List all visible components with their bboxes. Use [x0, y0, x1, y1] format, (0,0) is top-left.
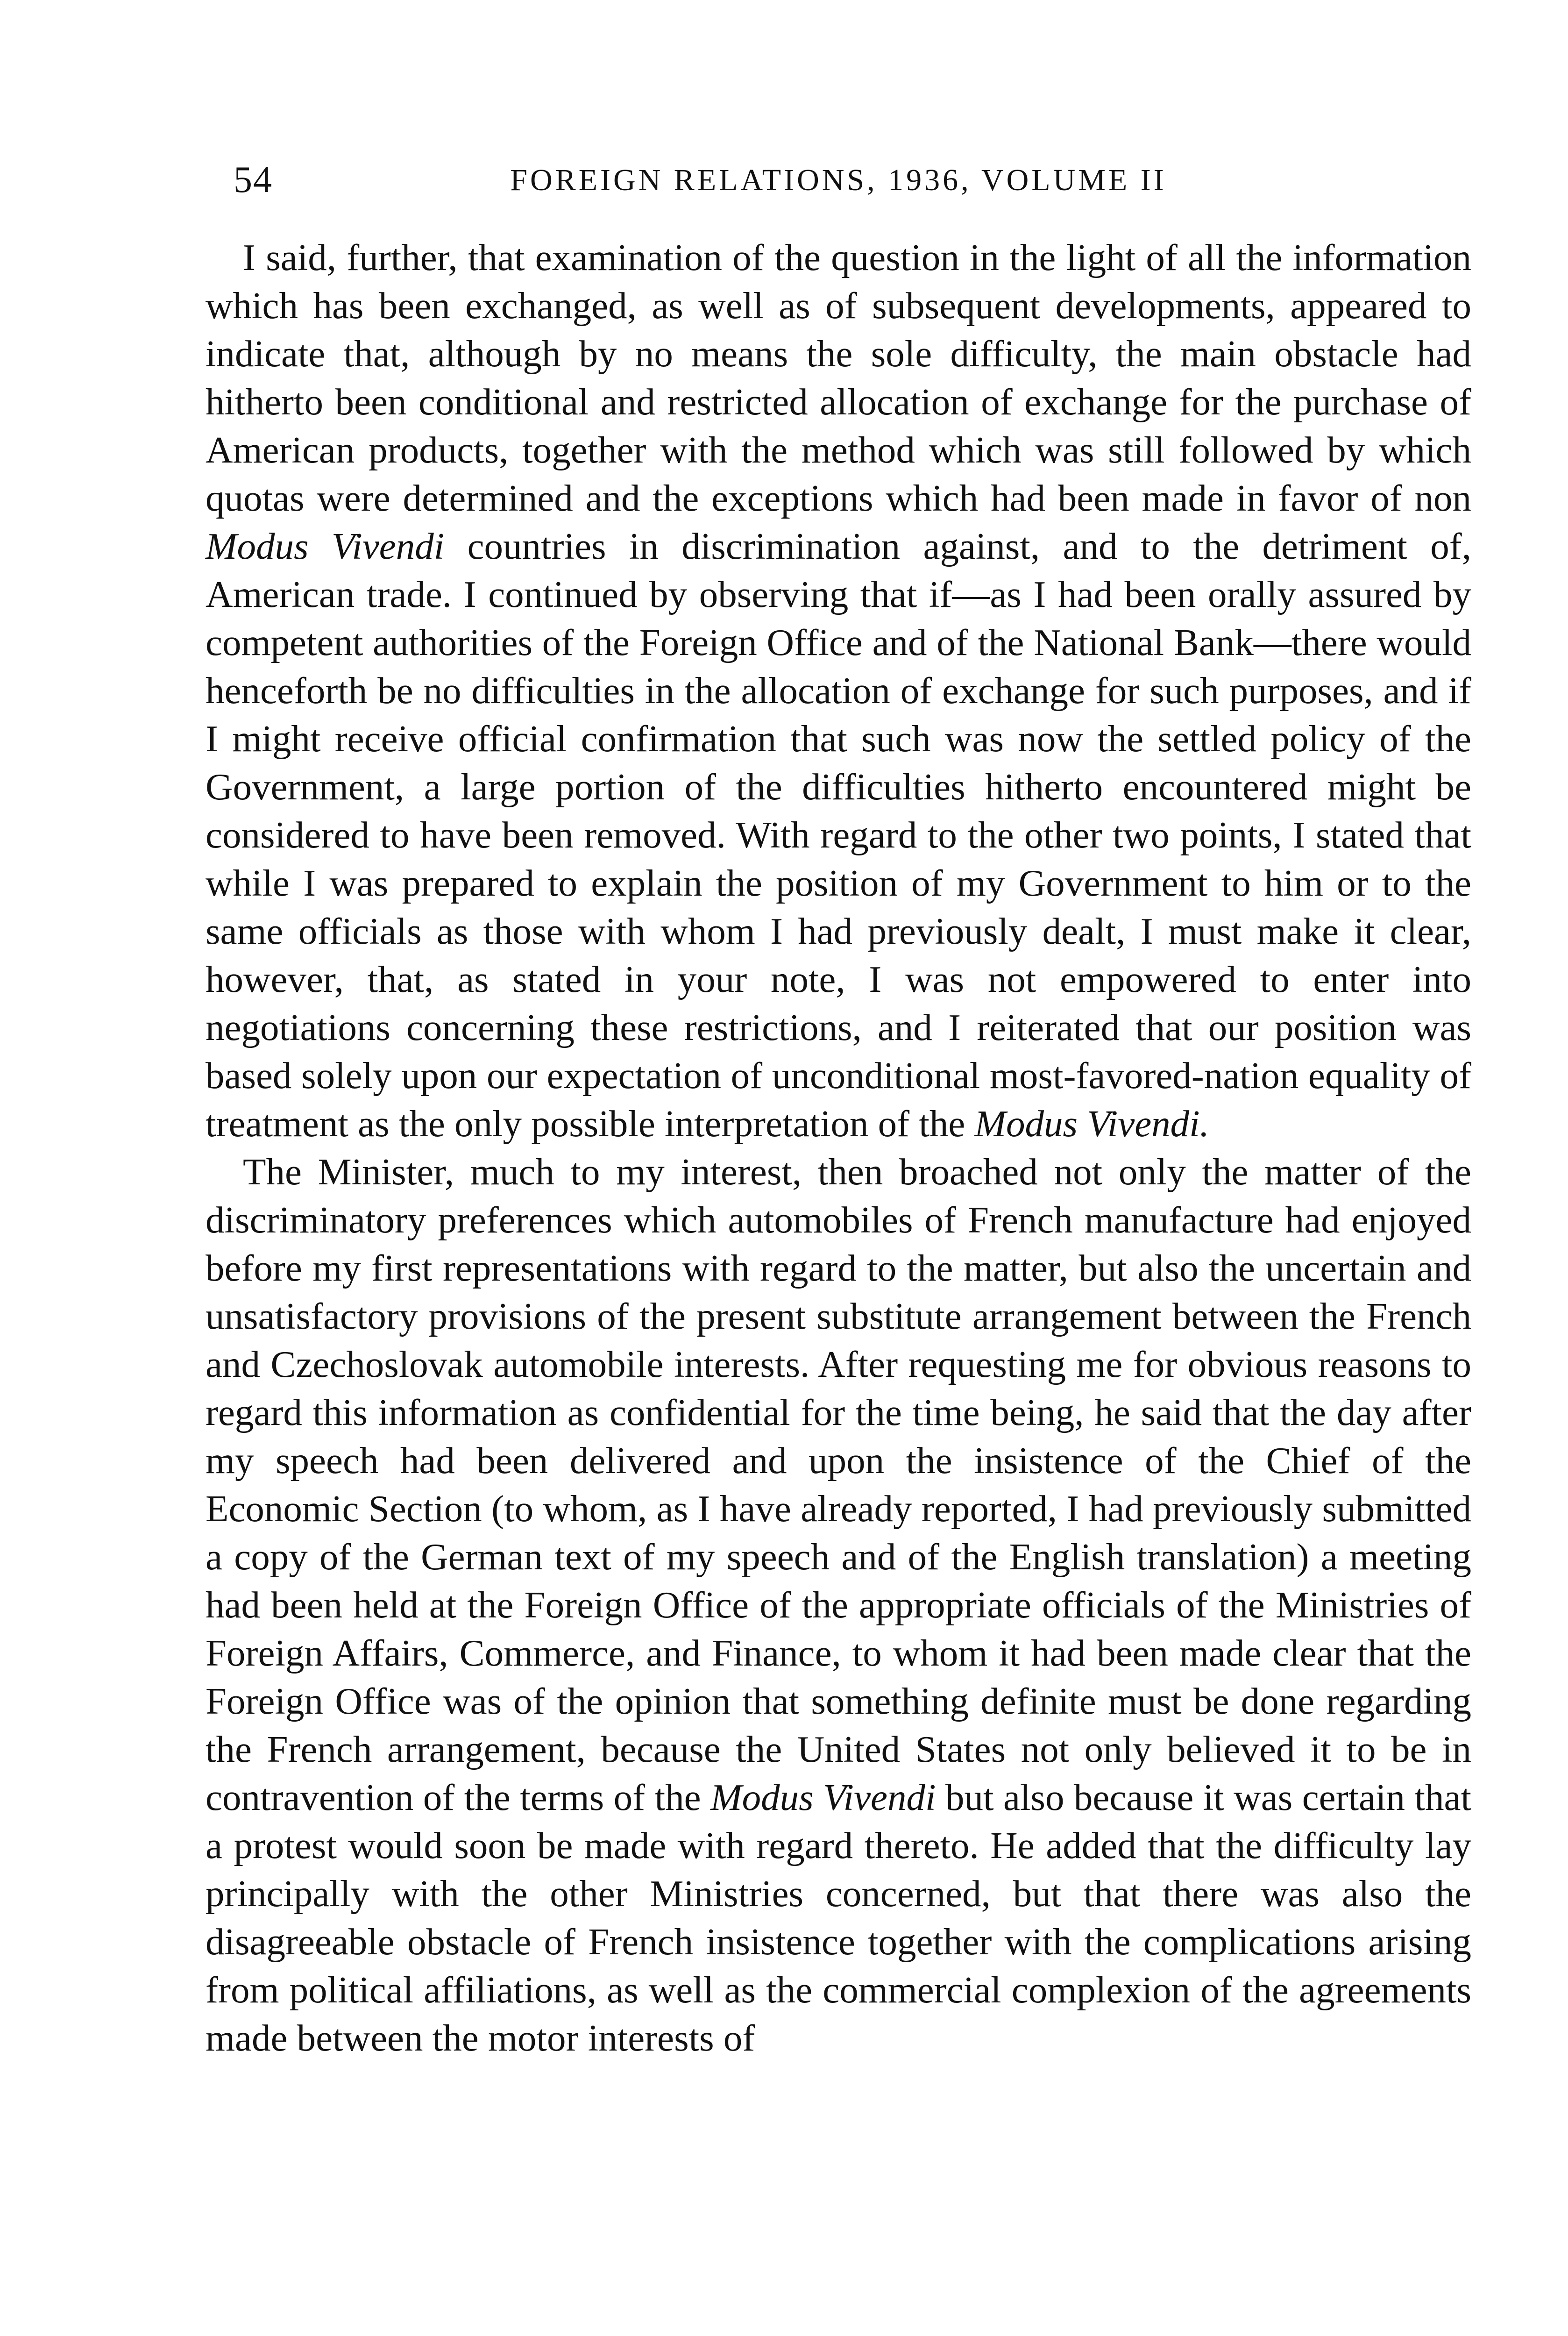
page-number: 54: [234, 159, 273, 200]
paragraph-2-text-a: The Minister, much to my interest, then broached not only the matter of the discriminatory preferences which automobiles of French manufacture had enjoyed before my first representations with regard to the matter, but also the uncertain and unsatisfactory provisions of the present substitute arrangement between the French and Czechoslovak automobile interests. After requesting me for obvious reasons to regard this information as confidential for the time being, he said that the day after my speech had been delivered and upon the insistence of the Chief of the Economic Section (to whom, as I have already reported, I had previously submitted a copy of the German text of my speech and of the English translation) a meeting had been held at the Foreign Office of the appropriate officials of the Ministries of Foreign Affairs, Commerce, and Finance, to whom it had been made clear that the Foreign Office was of the opinion that something definite must be done regarding the French arrangement, because the United States not only believed it to be in contravention of the terms of the: [206, 1151, 1471, 1818]
running-head: [206, 159, 1471, 229]
paragraph-1-text-b: countries in discrimination against, and to the detriment of, American trade. I continued by observing that if—as I had been orally assured by competent authorities of the Foreign Office and of the National Bank—there would henceforth be no difficulties in the allocation of exchange for such purposes, and if I might receive official confirmation that such was now the settled policy of the Government, a large portion of the difficulties hitherto encountered might be considered to have been removed. With regard to the other two points, I stated that while I was prepared to explain the position of my Government to him or to the same officials as those with whom I had previously dealt, I must make it clear, however, that, as stated in your note, I was not empowered to enter into negotiations concerning these restrictions, and I reiterated that our position was based solely upon our expectation of unconditional most-favored-nation equality of treatment as the only possible interpretation of the: [206, 525, 1471, 1145]
paragraph-2-text-b: but also because it was certain that a protest would soon be made with regard thereto. He added that the difficulty lay principally with the other Ministries concerned, but that there was also the disagreeable obstacle of French insistence together with the complications arising from political affiliations, as well as the commercial complexion of the agreements made between the motor interests of: [206, 1776, 1472, 2059]
paragraph-1-modus-vivendi-b: Modus Vivendi.: [974, 1103, 1209, 1145]
paragraph-1: [206, 234, 1471, 1148]
body-text: [206, 234, 1471, 2062]
document-page: [206, 159, 1471, 2062]
running-title: FOREIGN RELATIONS, 1936, VOLUME II: [510, 163, 1167, 197]
paragraph-2: [206, 1148, 1471, 2062]
paragraph-1-modus-vivendi-a: Modus Vivendi: [206, 525, 445, 567]
paragraph-1-text-a: I said, further, that examination of the question in the light of all the information which has been exchanged, as well as of subsequent developments, appeared to indicate that, although by no means the sole difficulty, the main obstacle had hitherto been conditional and restricted allocation of exchange for the purchase of American products, together with the method which was still followed by which quotas were determined and the exceptions which had been made in favor of non: [206, 236, 1471, 519]
paragraph-2-modus-vivendi: Modus Vivendi: [710, 1776, 936, 1818]
